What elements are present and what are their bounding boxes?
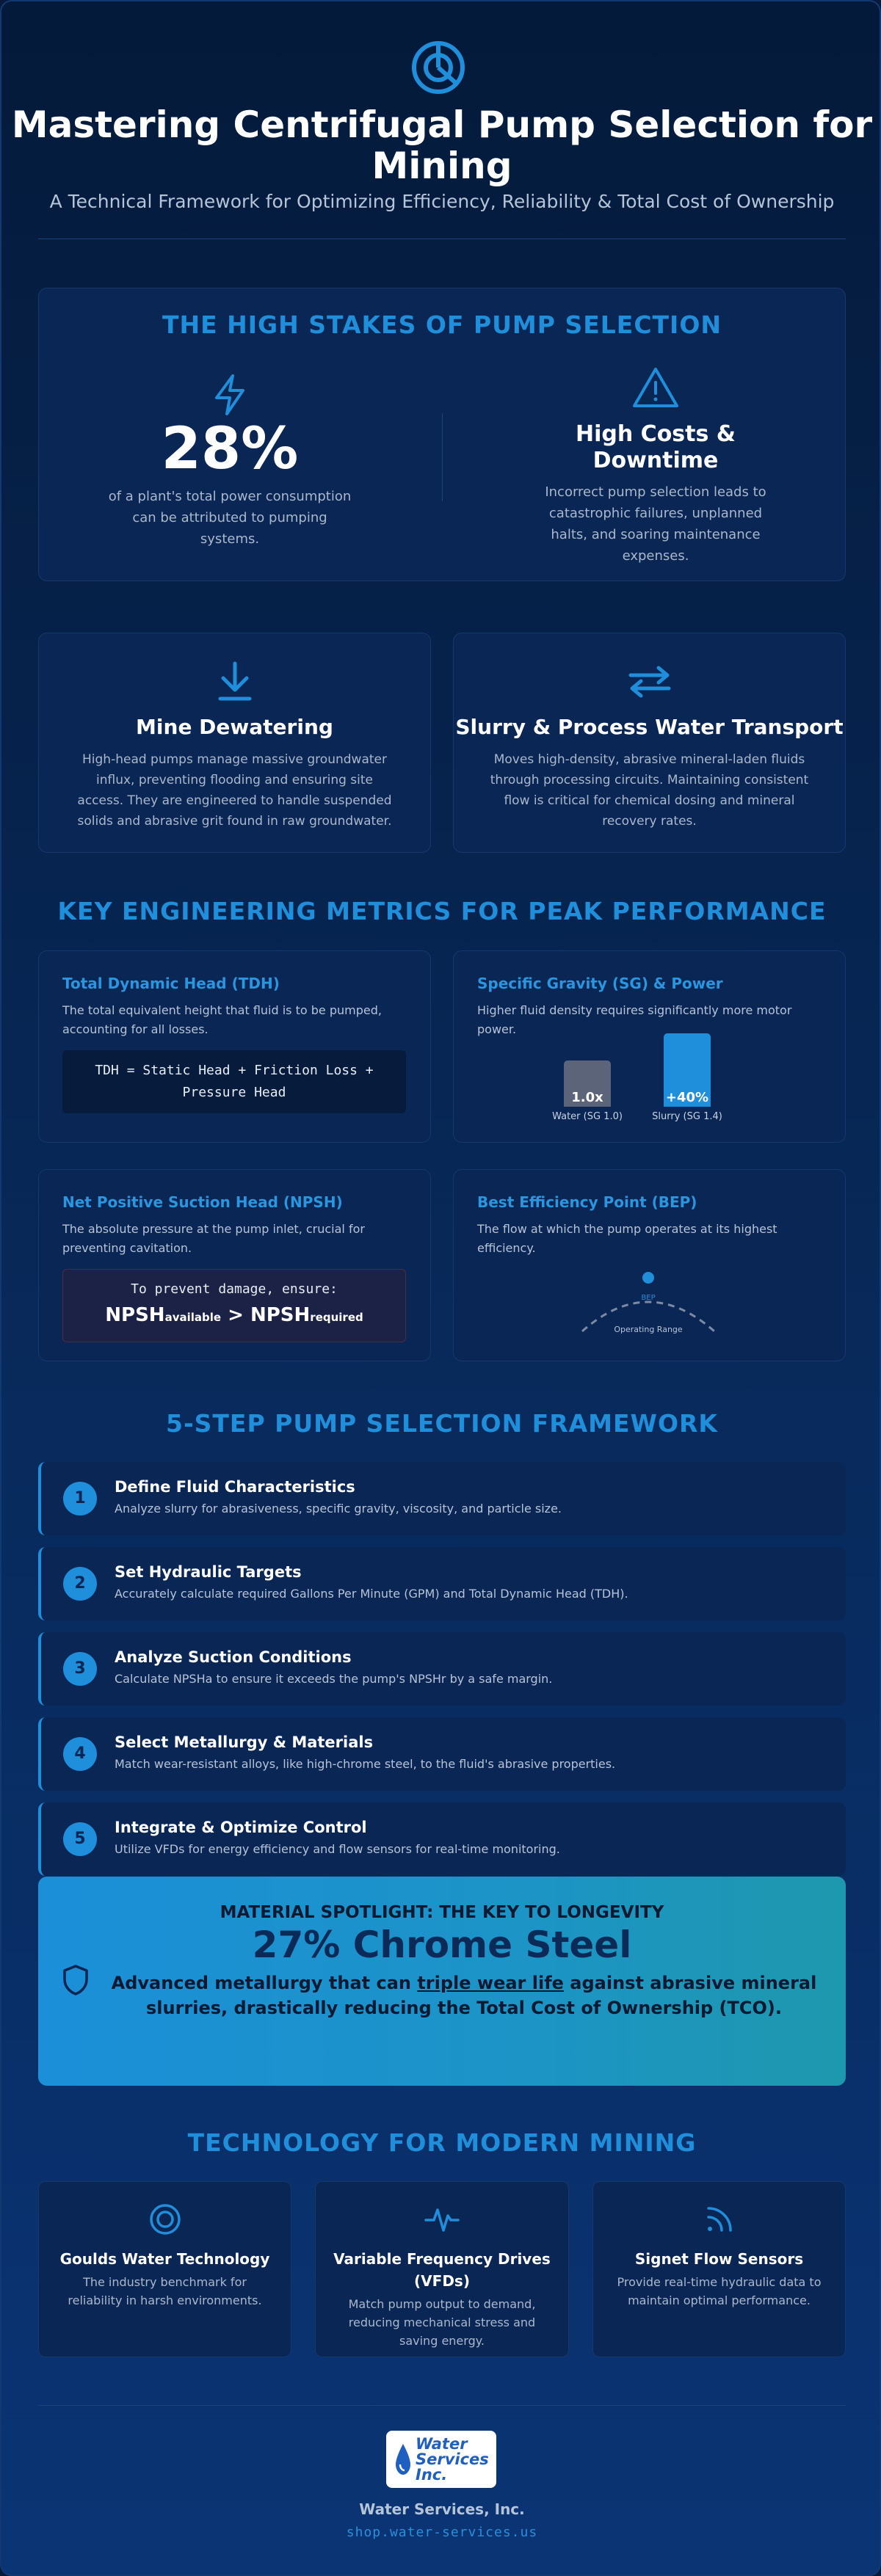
- tdh-formula-line: TDH = Static Head + Friction Loss +: [95, 1063, 374, 1078]
- download-arrow-icon: [214, 659, 255, 703]
- step-card-2: [38, 1547, 846, 1620]
- spotlight-emphasis: triple wear life: [417, 1973, 564, 1993]
- power-share-value: 28%: [161, 416, 299, 482]
- costs-title-line: Downtime: [592, 448, 719, 473]
- bep-desc-line: The flow at which the pump operates at its highest: [477, 1222, 777, 1236]
- tech-card-goulds: [38, 2181, 291, 2357]
- step-desc: Accurately calculate required Gallons Per Minute (GPM) and Total Dynamic Head (TDH).: [115, 1587, 628, 1601]
- step-number: 1: [63, 1482, 97, 1516]
- npsh-condition-box: [62, 1269, 406, 1342]
- slurry-desc-line: Moves high-density, abrasive mineral-laden fluids: [493, 752, 805, 767]
- material-spotlight-banner: [38, 1877, 846, 2086]
- transfer-arrows-icon: [626, 659, 673, 703]
- slurry-desc-line: through processing circuits. Maintaining consistent: [490, 773, 809, 787]
- spotlight-kicker: MATERIAL SPOTLIGHT: THE KEY TO LONGEVITY: [220, 1903, 664, 1922]
- spotlight-headline: 27% Chrome Steel: [252, 1924, 632, 1966]
- water-drop-logo-icon: [394, 2442, 413, 2478]
- costs-desc-line: expenses.: [622, 548, 689, 564]
- bep-desc-line: efficiency.: [477, 1241, 536, 1255]
- technology-section-title: TECHNOLOGY FOR MODERN MINING: [187, 2128, 697, 2157]
- sg-bar: [564, 1060, 611, 1107]
- logo-text: Services: [416, 2451, 489, 2468]
- step-card-1: [38, 1462, 846, 1535]
- step-title: Set Hydraulic Targets: [115, 1563, 302, 1581]
- tech-title-line: Variable Frequency Drives: [333, 2250, 551, 2268]
- page-subtitle: A Technical Framework for Optimizing Efficiency, Reliability & Total Cost of Ownership: [49, 191, 835, 212]
- stakes-card: [38, 288, 846, 581]
- warning-icon: [631, 365, 680, 410]
- spotlight-text: against abrasive mineral: [563, 1973, 817, 1993]
- dewatering-card: [38, 633, 431, 853]
- target-icon: [148, 2202, 182, 2236]
- metrics-section-title: KEY ENGINEERING METRICS FOR PEAK PERFORMANCE: [57, 897, 827, 925]
- slurry-card: [453, 633, 846, 853]
- npsh-desc: [62, 1220, 365, 1258]
- logo-wordmark: [416, 2437, 489, 2483]
- power-share-desc-line: of a plant's total power consumption: [108, 489, 352, 504]
- npsh-desc-line: The absolute pressure at the pump inlet, crucial for: [62, 1222, 365, 1236]
- sg-bar-value-label: +40%: [665, 1090, 709, 1105]
- costs-title: [509, 421, 802, 474]
- step-card-3: [38, 1632, 846, 1706]
- npsh-rhs-sub: required: [310, 1311, 363, 1324]
- costs-desc-line: Incorrect pump selection leads to: [545, 484, 766, 500]
- spotlight-text: Advanced metallurgy that can: [111, 1973, 418, 1993]
- sg-desc-line: Higher fluid density requires significantly more motor: [477, 1003, 792, 1017]
- tech-desc-line: The industry benchmark for: [83, 2275, 247, 2289]
- step-title: Select Metallurgy & Materials: [115, 1733, 374, 1751]
- spotlight-body-line2: slurries, drastically reducing the Total Cost of Ownership (TCO).: [145, 1998, 782, 2018]
- company-logo[interactable]: [386, 2431, 496, 2488]
- sg-bar-value-label: 1.0x: [571, 1090, 603, 1105]
- tdh-formula: [62, 1050, 406, 1113]
- power-share-desc-line: can be attributed to pumping: [132, 510, 327, 525]
- dewatering-desc-line: influx, preventing flooding and ensuring site: [96, 773, 373, 787]
- tech-card-vfd: [315, 2181, 569, 2357]
- spotlight-body: [104, 1971, 824, 2020]
- tech-title: Signet Flow Sensors: [634, 2250, 804, 2268]
- bep-desc: [477, 1220, 777, 1258]
- costs-title-line: High Costs &: [576, 421, 736, 447]
- npsh-operator: >: [228, 1304, 244, 1326]
- sg-card: [453, 950, 846, 1143]
- tech-title: Goulds Water Technology: [59, 2250, 270, 2268]
- tdh-card: [38, 950, 431, 1143]
- stakes-section-title: THE HIGH STAKES OF PUMP SELECTION: [162, 310, 722, 339]
- lightning-icon: [208, 373, 252, 417]
- page-title: [1, 104, 881, 186]
- dewatering-desc-line: solids and abrasive grit found in raw groundwater.: [77, 814, 392, 829]
- step-number: 4: [63, 1737, 97, 1771]
- npsh-title: Net Positive Suction Head (NPSH): [62, 1193, 343, 1211]
- tech-desc: [316, 2295, 568, 2350]
- step-title: Define Fluid Characteristics: [115, 1478, 355, 1496]
- npsh-note: To prevent damage, ensure:: [131, 1281, 338, 1297]
- pulse-icon: [424, 2202, 460, 2236]
- step-number: 5: [63, 1822, 97, 1856]
- step-desc: Match wear-resistant alloys, like high-chrome steel, to the fluid's abrasive properties.: [115, 1757, 616, 1771]
- step-desc: Analyze slurry for abrasiveness, specific gravity, viscosity, and particle size.: [115, 1502, 562, 1516]
- bep-point: [642, 1272, 654, 1284]
- npsh-inequality: [63, 1304, 405, 1326]
- slurry-desc: [454, 749, 845, 832]
- tech-title-line: (VFDs): [414, 2272, 470, 2290]
- costs-desc-line: catastrophic failures, unplanned: [548, 506, 763, 521]
- dewatering-desc-line: High-head pumps manage massive groundwater: [82, 752, 387, 767]
- tech-desc: [39, 2273, 291, 2310]
- company-url-link[interactable]: shop.water-services.us: [346, 2525, 538, 2540]
- stakes-right: [509, 365, 802, 567]
- step-card-4: [38, 1717, 846, 1791]
- step-number: 2: [63, 1567, 97, 1601]
- costs-desc: [509, 481, 802, 567]
- bep-title: Best Efficiency Point (BEP): [477, 1193, 697, 1211]
- step-title: Analyze Suction Conditions: [115, 1648, 352, 1666]
- npsh-lhs-sub: available: [164, 1311, 222, 1324]
- tech-title: [316, 2248, 568, 2292]
- logo-text: Water: [416, 2435, 468, 2453]
- tech-desc-line: reliability in harsh environments.: [68, 2293, 262, 2307]
- sg-title: Specific Gravity (SG) & Power: [477, 975, 723, 992]
- tech-desc-line: reducing mechanical stress and: [348, 2315, 536, 2329]
- framework-section-title: 5-STEP PUMP SELECTION FRAMEWORK: [165, 1409, 718, 1438]
- npsh-rhs: NPSH: [250, 1304, 311, 1326]
- step-desc: Calculate NPSHa to ensure it exceeds the pump's NPSHr by a safe margin.: [115, 1672, 553, 1686]
- step-title: Integrate & Optimize Control: [115, 1819, 367, 1836]
- slurry-desc-line: flow is critical for chemical dosing and mineral: [504, 793, 795, 808]
- bep-card: [453, 1169, 846, 1361]
- footer-divider: [38, 2405, 846, 2406]
- step-card-5: [38, 1802, 846, 1876]
- tdh-desc-line: The total equivalent height that fluid is to be pumped,: [62, 1003, 382, 1017]
- step-desc: Utilize VFDs for energy efficiency and flow sensors for real-time monitoring.: [115, 1842, 560, 1856]
- dewatering-title: Mine Dewatering: [136, 715, 333, 739]
- sg-bar: [664, 1033, 711, 1107]
- tech-desc-line: saving energy.: [399, 2334, 485, 2348]
- tech-desc-line: Provide real-time hydraulic data to: [617, 2275, 822, 2289]
- tech-desc-line: Match pump output to demand,: [348, 2297, 536, 2311]
- npsh-lhs: NPSH: [105, 1304, 165, 1326]
- shield-icon: [62, 1963, 90, 1997]
- tdh-desc-line: accounting for all losses.: [62, 1022, 209, 1036]
- power-share-desc: [83, 486, 377, 550]
- bep-curve-diagram: [571, 1269, 725, 1350]
- tdh-title: Total Dynamic Head (TDH): [62, 975, 280, 992]
- logo-text: Inc.: [416, 2466, 448, 2484]
- stakes-left: [83, 373, 377, 550]
- dewatering-desc: [39, 749, 430, 832]
- sg-bar-caption: Water (SG 1.0): [552, 1111, 623, 1122]
- company-name: Water Services, Inc.: [359, 2500, 525, 2518]
- page-title-line2: Mining: [371, 145, 512, 187]
- tech-card-signet: [592, 2181, 846, 2357]
- npsh-card: [38, 1169, 431, 1361]
- npsh-desc-line: preventing cavitation.: [62, 1241, 192, 1255]
- power-share-desc-line: systems.: [200, 531, 260, 547]
- slurry-title: Slurry & Process Water Transport: [455, 715, 844, 739]
- operating-range-label: Operating Range: [614, 1325, 683, 1334]
- sg-desc-line: power.: [477, 1022, 517, 1036]
- tdh-desc: [62, 1001, 382, 1039]
- slurry-desc-line: recovery rates.: [602, 814, 697, 829]
- step-number: 3: [63, 1652, 97, 1686]
- costs-desc-line: halts, and soaring maintenance: [551, 527, 761, 542]
- tech-desc: [593, 2273, 845, 2310]
- tech-desc-line: maintain optimal performance.: [628, 2293, 811, 2307]
- page-title-line1: Mastering Centrifugal Pump Selection for: [11, 103, 873, 146]
- bep-point-label: BEP: [641, 1294, 656, 1302]
- pie-chart-icon: [409, 38, 468, 97]
- sg-bar-chart: [454, 951, 846, 1143]
- dewatering-desc-line: access. They are engineered to handle suspended: [77, 793, 392, 808]
- signal-icon: [703, 2202, 736, 2236]
- tdh-formula-line: Pressure Head: [182, 1085, 286, 1100]
- spotlight-body-line1: [104, 1971, 824, 1995]
- stakes-divider: [442, 413, 443, 501]
- sg-bar-caption: Slurry (SG 1.4): [652, 1111, 722, 1122]
